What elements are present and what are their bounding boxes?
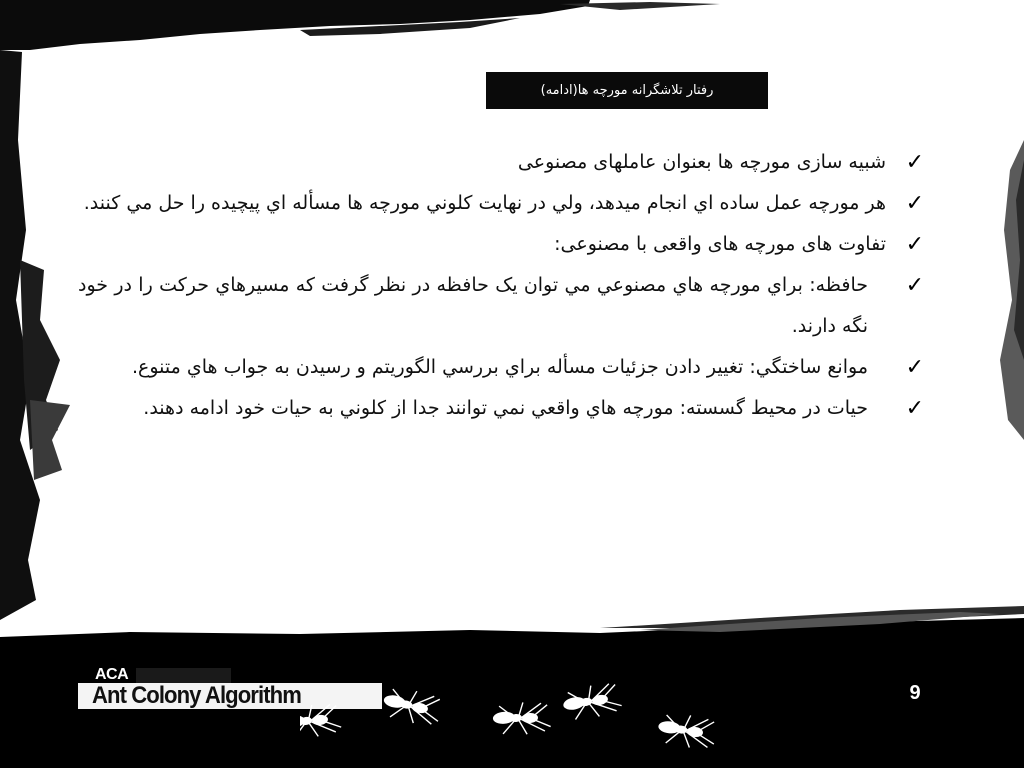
- ant-icon: [657, 712, 717, 750]
- checkmark-icon: ✓: [905, 191, 924, 216]
- checkmark-icon: ✓: [905, 273, 924, 298]
- bullet-text: شبیه سازی مورچه ها بعنوان عاملهای مصنوعی: [517, 151, 886, 173]
- sub-bullet-item: [78, 347, 928, 388]
- brand-abbreviation: ACA: [95, 666, 129, 683]
- bullet-text: موانع ساختگي: تغيير دادن جزئيات مسأله براي بررسي الگوريتم و رسيدن به جواب هاي متنوع.: [131, 356, 868, 378]
- checkmark-icon: ✓: [905, 232, 924, 257]
- ant-icon: [560, 680, 622, 723]
- checkmark-icon: ✓: [905, 150, 924, 175]
- sub-bullet-item: [78, 388, 928, 429]
- bullet-text: حيات در محيط گسسته: مورچه هاي واقعي نمي توانند جدا از كلوني به حيات خود ادامه دهند.: [143, 397, 868, 419]
- brand-name: Ant Colony Algorithm: [92, 682, 301, 709]
- bullet-item: [78, 142, 928, 183]
- page-number: 9: [909, 682, 921, 704]
- bullet-text: هر مورچه عمل ساده اي انجام ميدهد، ولي در نهايت كلوني مورچه ها مسأله اي پيچيده را حل مي كنند.: [83, 192, 886, 214]
- slide-title: [486, 72, 768, 109]
- bullet-item: [78, 183, 928, 224]
- checkmark-icon: ✓: [905, 355, 924, 380]
- checkmark-icon: ✓: [905, 396, 924, 421]
- ant-icon: [381, 686, 443, 727]
- bullet-item: [78, 224, 928, 265]
- bullet-text: حافظه: براي مورچه هاي مصنوعي مي توان يک حافظه در نظر گرفت که مسيرهاي حرکت را در خود نگه دارند.: [78, 274, 868, 337]
- ant-icon: [300, 701, 342, 741]
- ants-decoration: [300, 670, 720, 760]
- ant-icon: [492, 701, 551, 737]
- bullet-list: [78, 142, 928, 429]
- sub-bullet-item: [78, 265, 928, 347]
- slide-title-text: رفتار تلاشگرانه مورچه ها(ادامه): [540, 83, 714, 98]
- bullet-text: تفاوت های مورچه های واقعی با مصنوعی:: [554, 233, 886, 255]
